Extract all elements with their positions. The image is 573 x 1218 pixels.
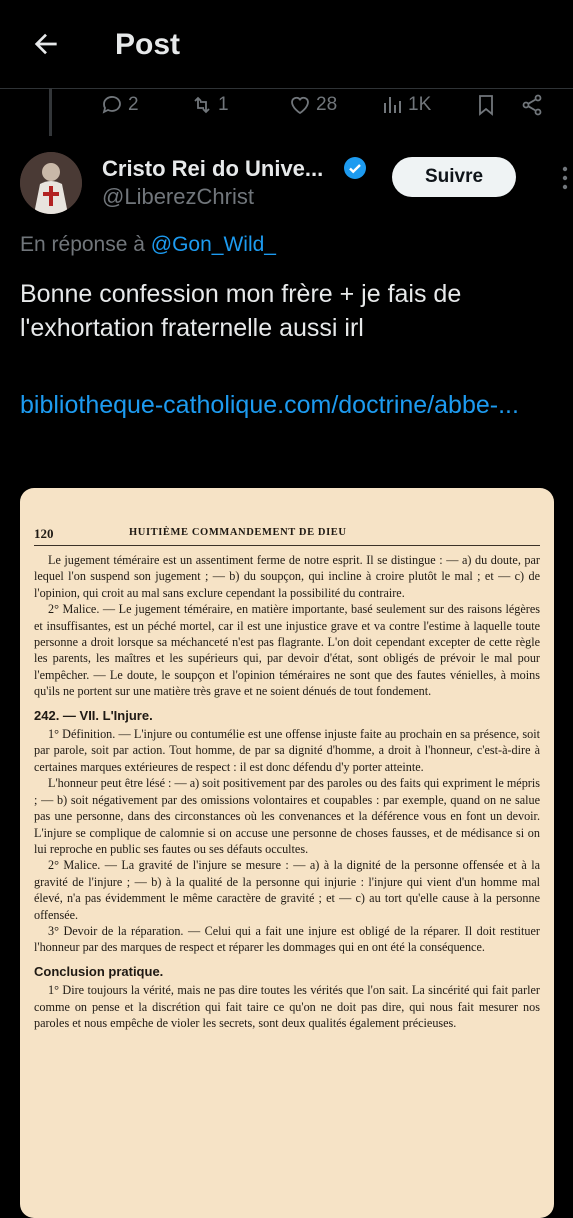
author-handle[interactable]: @LiberezChrist [102, 184, 254, 209]
book-paragraph: 2° Malice. — Le jugement téméraire, en matière importante, basé seulement sur des raisons légères et insuffisantes, est un péché mortel, car il est une injustice grave et va contre l'estime à laquelle toute personne a droit lorsque sa méchanceté n'est pas flagrante. L'on doit cependant excepter de cette règle les parents, les maîtres et les supérieurs qui, par devoir d'état, sont obligés de prévoir le mal pour l'empêcher. — Le doute, le soupçon et l'opinion téméraires ne sont que des fautes vénielles, à moins qu'ils ne portent sur une matière très grave et ne soient dénués de tout fondement. [34, 602, 540, 699]
like-count: 28 [316, 94, 338, 115]
post-link[interactable]: bibliotheque-catholique.com/doctrine/abbe-... [20, 391, 519, 419]
back-arrow-icon[interactable] [30, 28, 62, 60]
repost-count: 1 [218, 94, 229, 115]
share-icon [520, 93, 544, 117]
reply-icon [100, 93, 124, 117]
repost-icon [190, 93, 214, 117]
follow-button[interactable]: Suivre [392, 157, 516, 197]
book-paragraph: 3° Devoir de la réparation. — Celui qui a fait une injure est obligé de la réparer. Il doit restituer l'honneur par des marques de respect et réparer les dommages qui en ont été la conséquence. [34, 923, 540, 955]
avatar[interactable] [20, 152, 82, 214]
views-button[interactable] [380, 92, 431, 118]
share-button[interactable] [520, 92, 544, 118]
repost-button[interactable] [190, 92, 229, 118]
author-name[interactable]: Cristo Rei do Unive... [102, 156, 324, 181]
avatar-image-icon [20, 152, 82, 214]
parent-post-actions [0, 88, 573, 120]
book-page-number: 120 [34, 526, 54, 541]
heart-icon [288, 93, 312, 117]
replying-to [20, 233, 276, 257]
book-paragraph: Le jugement téméraire est un assentiment ferme de notre esprit. Il se distingue : — a) du doute, par lequel l'on suspend son jugement ; — b) du soupçon, qui incline à croire plutôt le mal ; et — c) de l'opinion, qui croit au mal sans exclure cependant la possibilité du contraire. [34, 553, 540, 600]
bookmark-icon [474, 93, 498, 117]
book-section-heading: 242. — VII. L'Injure. [34, 707, 153, 723]
post-image-book-page[interactable] [20, 488, 554, 1218]
book-paragraph: 1° Définition. — L'injure ou contumélie est une offense injuste faite au prochain en sa présence, soit par parole, soit par action. Tout homme, de par sa dignité d'homme, a droit à l'honneur, c'est-à-dire à certaines marques extérieures de respect : il est donc défendu d'y porter atteinte. [34, 727, 540, 774]
bookmark-button[interactable] [474, 92, 498, 118]
book-page-header [34, 526, 540, 542]
replying-to-prefix: En réponse à [20, 233, 151, 256]
book-running-title: HUITIÈME COMMANDEMENT DE DIEU [129, 527, 347, 538]
views-icon [380, 93, 404, 117]
reply-count: 2 [128, 94, 139, 115]
mention-link[interactable]: @Gon_Wild_ [150, 233, 276, 256]
reply-button[interactable] [100, 92, 139, 118]
book-paragraph: L'honneur peut être lésé : — a) soit positivement par des paroles ou des faits qui expriment le mépris ; — b) soit négativement par des omissions volontaires et coupables : par exemple, quand on ne salue pas une personne, dans des circonstances où les convenances et la déférence vous en font un devoir. L'injure se complique de calomnie si on accuse une personne de choses fausses, et de médisance si on lui reproche en public ses fautes ou ses défauts occultes. [34, 776, 540, 856]
verified-badge-icon [343, 156, 367, 180]
page-title: Post [115, 28, 181, 61]
book-text [34, 552, 540, 1031]
post-text: Bonne confession mon frère + je fais de l'exhortation fraternelle aussi irl [20, 280, 462, 342]
like-button[interactable] [288, 92, 337, 118]
book-paragraph: 1° Dire toujours la vérité, mais ne pas dire toutes les vérités que l'on sait. La sincérité qui fait parler comme on pense et la discrétion qui fait taire ce qu'on ne doit pas dire, qui nous fait mesurer nos paroles et nous empêche de violer les secrets, sont deux qualités également précieuses. [34, 983, 540, 1030]
more-options-icon[interactable] [559, 164, 571, 192]
book-paragraph: 2° Malice. — La gravité de l'injure se mesure : — a) à la dignité de la personne offensée et à la gravité de l'injure ; — b) à la qualité de la personne qui injurie : l'injure qui vient d'un homme mal élevé, n'a pas évidemment le même caractère de gravité ; et — c) au tort qu'elle cause à la personne offensée. [34, 858, 540, 922]
header-rule [34, 545, 540, 546]
view-count: 1K [408, 94, 432, 115]
top-bar [0, 0, 573, 89]
book-conclusion-heading: Conclusion pratique. [34, 963, 164, 979]
